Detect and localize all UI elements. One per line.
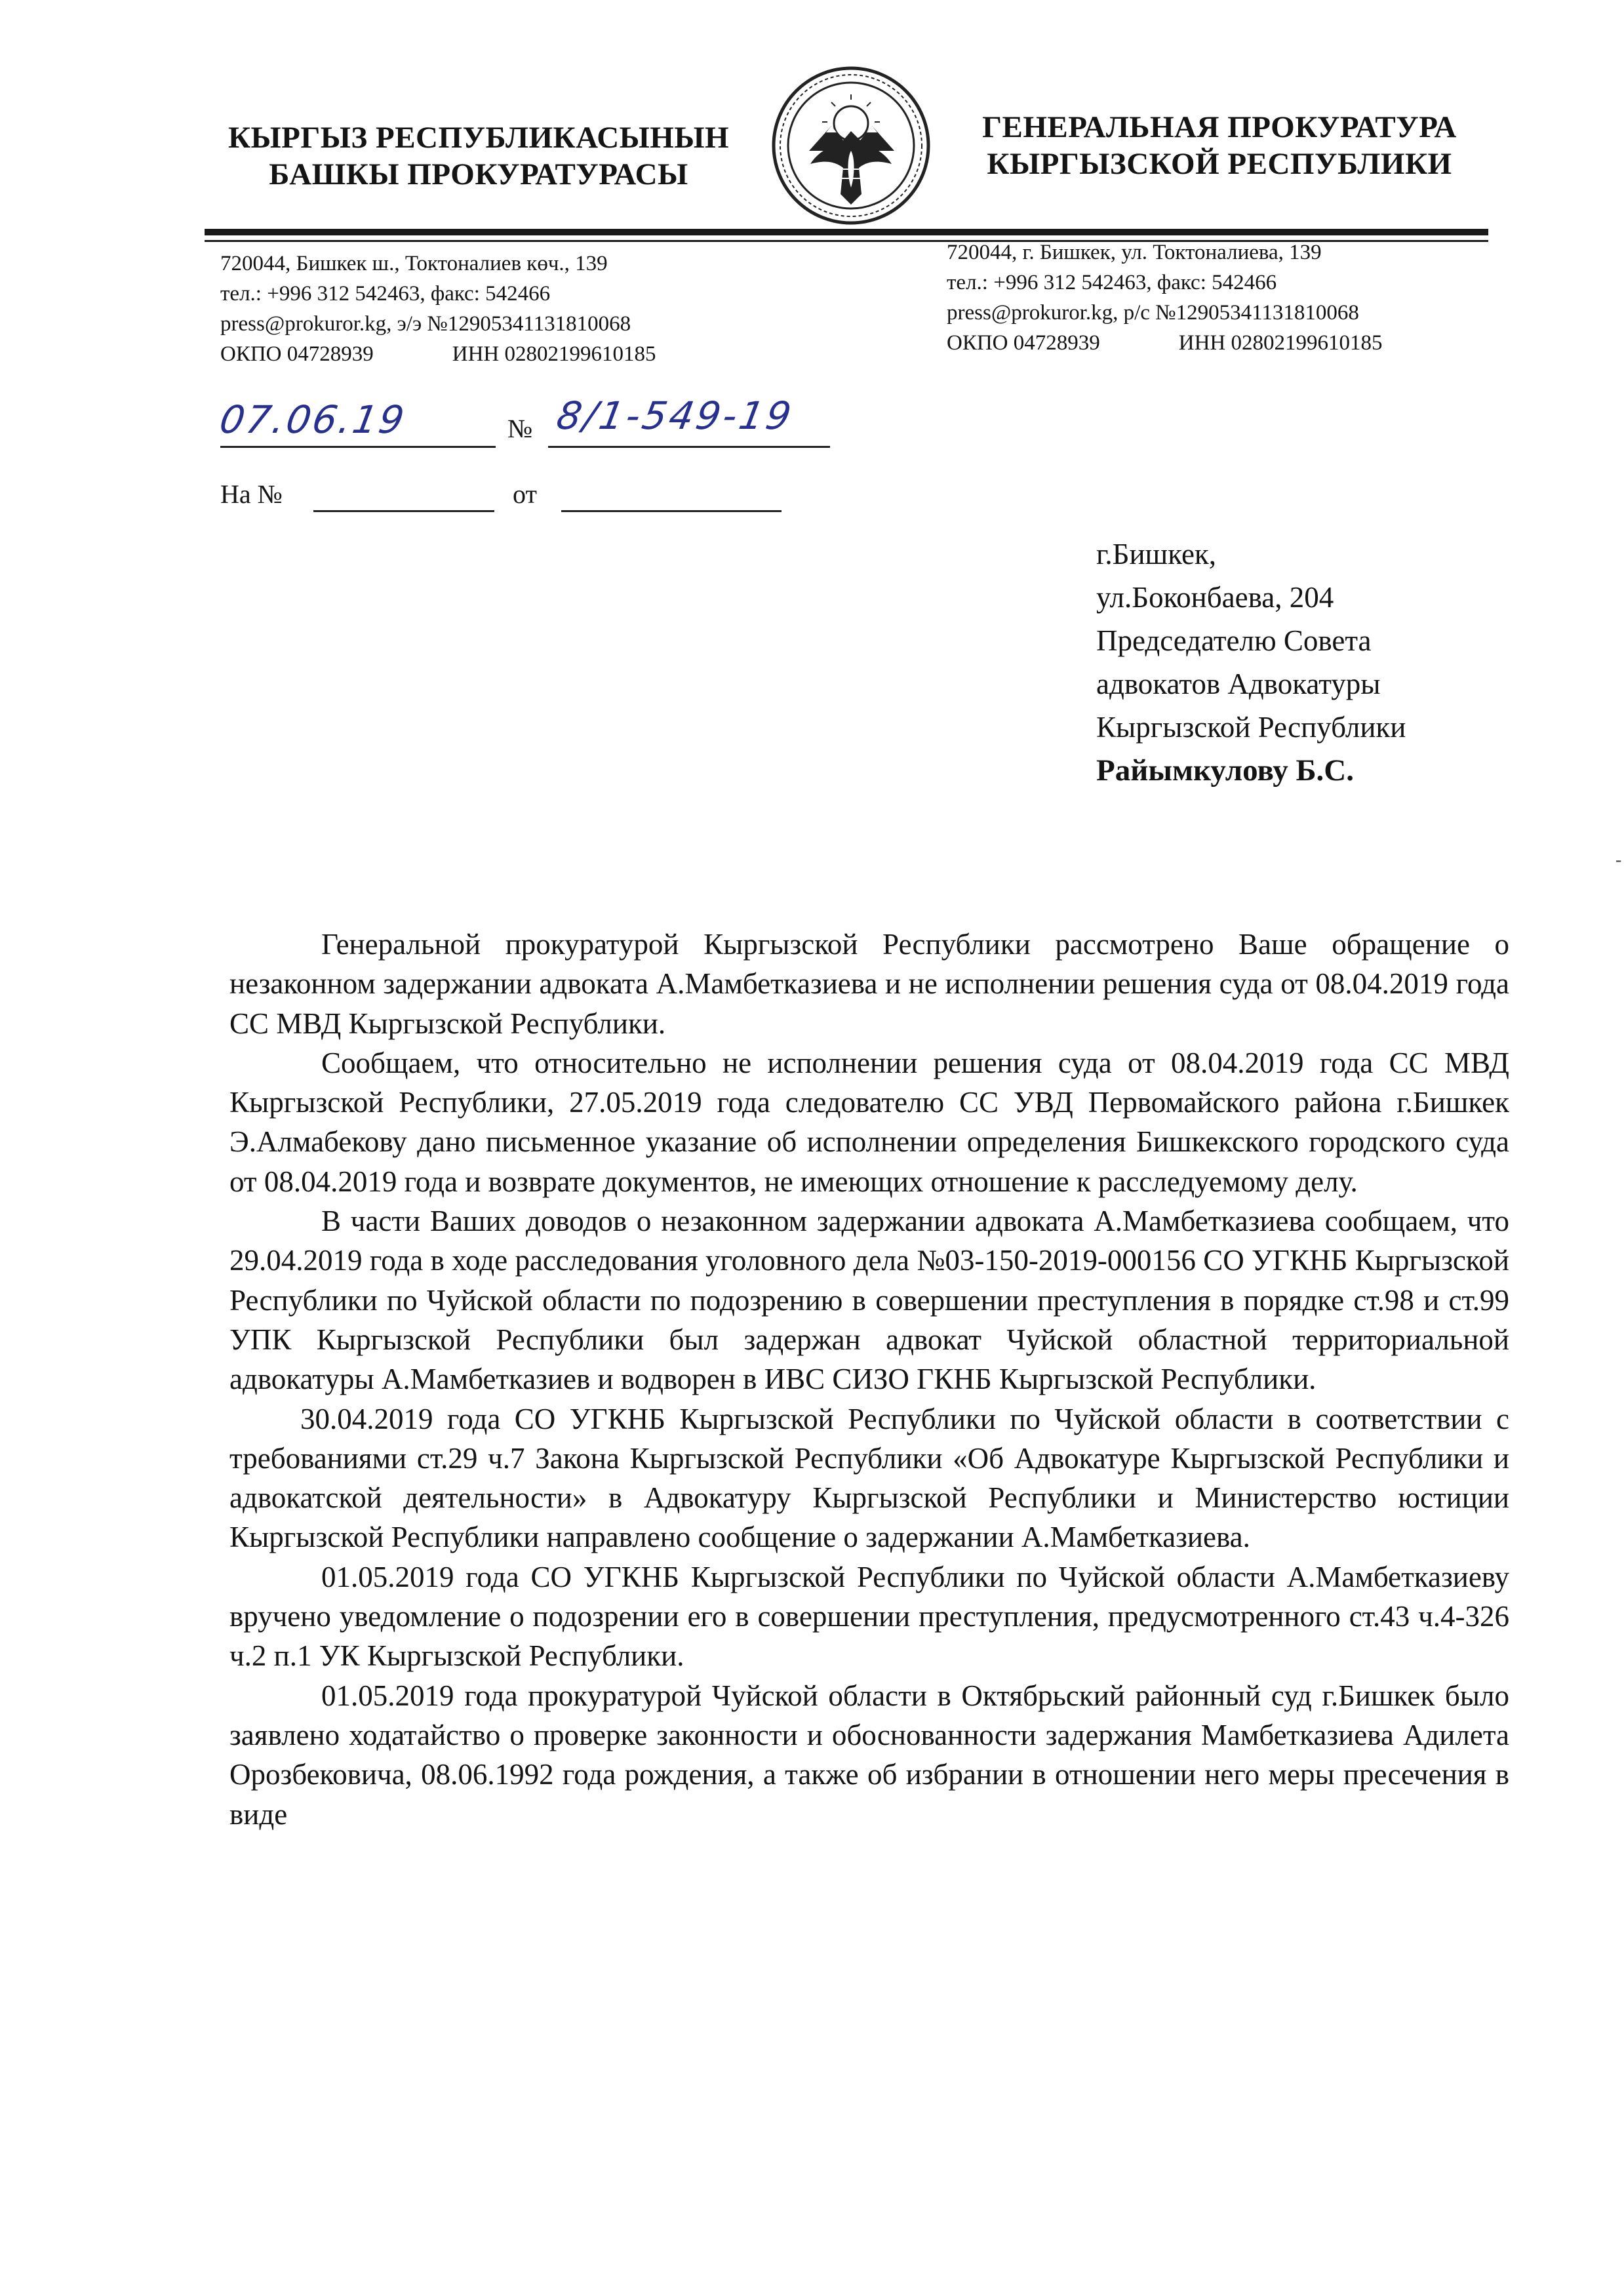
address-line: 720044, Бишкек ш., Токтоналиев көч., 139 [220, 252, 608, 275]
reference-number-label: На № [220, 479, 283, 509]
address-line: press@prokuror.kg, р/с №12905341131810068 [947, 301, 1359, 325]
paragraph-review: Генеральной прокуратурой Кыргызской Республики рассмотрено Ваше обращение о незаконном задержании адвоката А.Мамбетказиева и не исполнении решения суда от 08.04.2019 года СС МВД Кыргызской Республики. [229, 928, 1510, 1040]
paragraph-notification: 30.04.2019 года СО УГКНБ Кыргызской Республики по Чуйской области в соответствии с требованиями ст.29 ч.7 Закона Кыргызской Республики «Об Адвокатуре Кыргызской Республики и адвокатской деятельности» в Адвокатуру Кыргызской Республики и Министерство юстиции Кыргызской Республики направлено сообщение о задержании А.Мамбетказиева. [229, 1402, 1509, 1554]
org-name-kyrgyz-line-1: КЫРГЫЗ РЕСПУБЛИКАСЫНЫН [228, 121, 730, 155]
okpo-code: ОКПО 04728939 [220, 342, 374, 366]
letter-body [229, 925, 1509, 1834]
reference-date-label: от [513, 479, 537, 509]
registration-number-underline [548, 446, 830, 448]
okpo-code: ОКПО 04728939 [947, 331, 1100, 355]
address-line: 720044, г. Бишкек, ул. Токтоналиева, 139 [947, 241, 1322, 264]
recipient-line: адвокатов Адвокатуры [1096, 668, 1381, 700]
state-emblem-icon [771, 66, 931, 226]
recipient-line: Председателю Совета [1096, 624, 1372, 657]
paragraph-suspicion: 01.05.2019 года СО УГКНБ Кыргызской Республики по Чуйской области А.Мамбетказиеву вручено уведомление о подозрении его в совершении преступления, предусмотренного ст.43 ч.4-326 ч.2 п.1 УК Кыргызской Республики. [229, 1560, 1510, 1673]
recipient-block [1096, 532, 1406, 792]
reference-number-underline [313, 510, 494, 512]
address-block-kyrgyz [220, 249, 656, 369]
recipient-line: Кыргызской Республики [1096, 711, 1406, 744]
address-line-ids [947, 328, 1383, 358]
margin-mark: - [1615, 850, 1622, 870]
address-block-russian [947, 237, 1383, 358]
paragraph-court-decision: Сообщаем, что относительно не исполнении решения суда от 08.04.2019 года СС МВД Кыргызской Республики, 27.05.2019 года следователю СС УВД Первомайского района г.Бишкек Э.Алмабекову дано письменное указание об исполнении определения Бишкекского городского суда от 08.04.2019 года и возврате документов, не имеющих отношение к расследуемому делу. [229, 1046, 1510, 1198]
org-name-kyrgyz [197, 119, 761, 193]
org-name-kyrgyz-line-2: БАШКЫ ПРОКУРАТУРАСЫ [269, 157, 688, 191]
org-name-russian-line-1: ГЕНЕРАЛЬНАЯ ПРОКУРАТУРА [982, 110, 1457, 144]
paragraph-detention: В части Ваших доводов о незаконном задержании адвоката А.Мамбетказиева сообщаем, что 29.04.2019 года в ходе расследования уголовного дела №03-150-2019-000156 СО УГКНБ Кыргызской Республики по Чуйской области по подозрению в совершении преступления в порядке ст.98 и ст.99 УПК Кыргызской Республики был задержан адвокат Чуйской областной территориальной адвокатуры А.Мамбетказиев и водворен в ИВС СИЗО ГКНБ Кыргызской Республики. [229, 1205, 1510, 1396]
address-line: тел.: +996 312 542463, факс: 542466 [220, 282, 551, 306]
registration-date-underline [220, 446, 496, 448]
paragraph-court-motion: 01.05.2019 года прокуратурой Чуйской области в Октябрьский районный суд г.Бишкек было заявлено ходатайство о проверке законности и обоснованности задержания Мамбетказиева Адилета Орозбековича, 08.06.1992 года рождения, а также об избрании в отношении него меры пресечения в виде [229, 1679, 1510, 1831]
registration-number-label: № [507, 414, 533, 443]
recipient-name: Райымкулову Б.С. [1096, 753, 1354, 788]
address-line: press@prokuror.kg, э/э №12905341131810068 [220, 312, 631, 336]
inn-code: ИНН 02802199610185 [452, 342, 656, 366]
address-line-ids [220, 339, 656, 369]
reference-date-underline [561, 510, 782, 512]
header-rule-thick [205, 229, 1488, 235]
inn-code: ИНН 02802199610185 [1178, 331, 1383, 355]
recipient-line: ул.Боконбаева, 204 [1096, 581, 1334, 614]
org-name-russian [938, 109, 1501, 182]
address-line: тел.: +996 312 542463, факс: 542466 [947, 271, 1277, 294]
handwritten-date: 07.06.19 [216, 397, 410, 442]
org-name-russian-line-2: КЫРГЫЗСКОЙ РЕСПУБЛИКИ [987, 147, 1452, 181]
handwritten-outgoing-number: 8/1-549-19 [553, 393, 797, 438]
recipient-line: г.Бишкек, [1096, 538, 1217, 570]
